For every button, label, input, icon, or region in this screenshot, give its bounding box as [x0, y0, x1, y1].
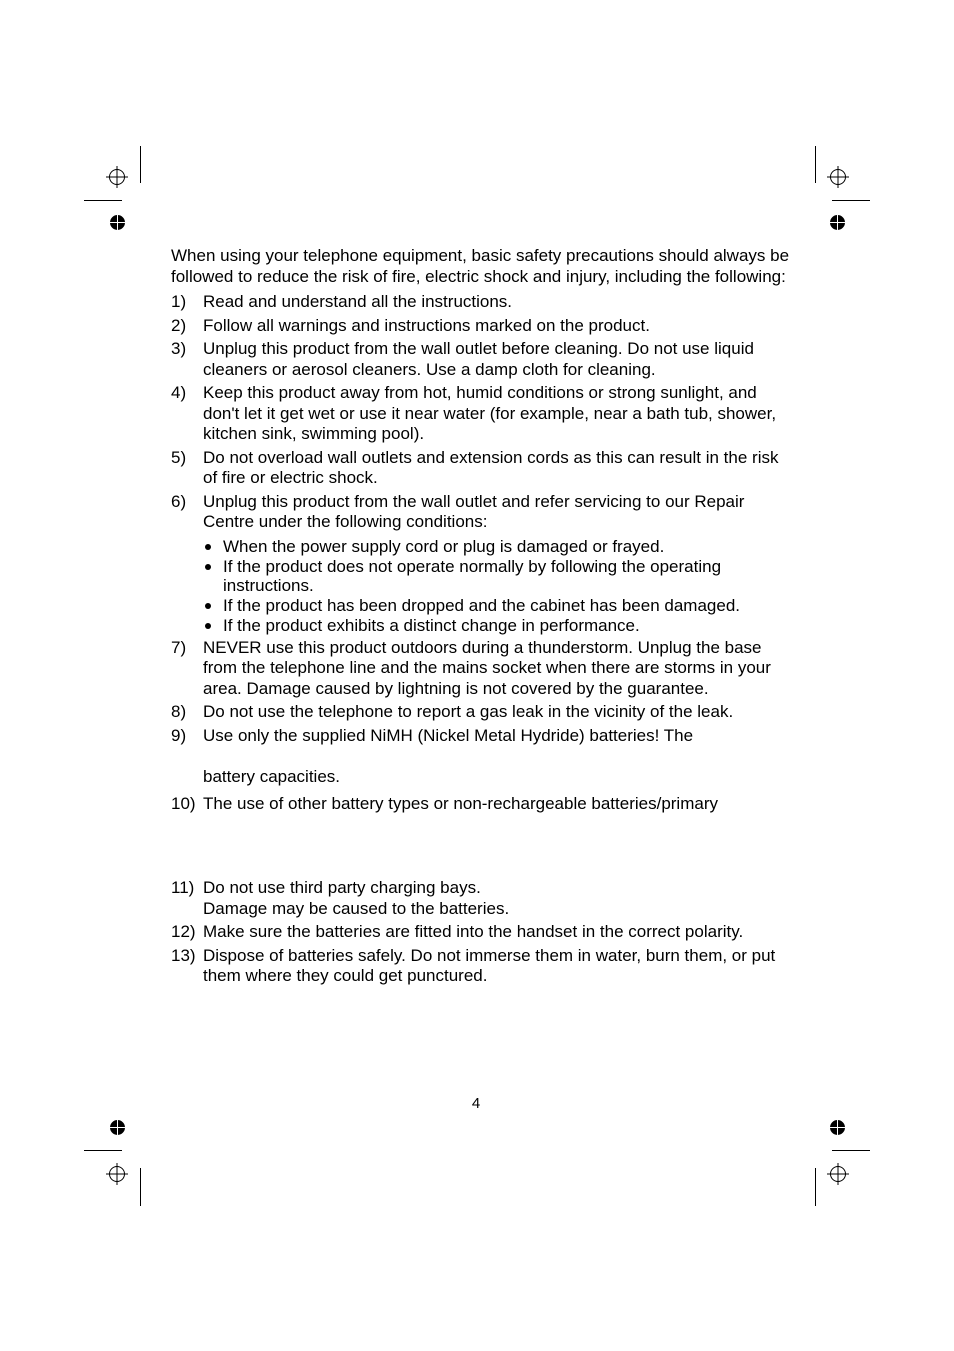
list-item: [171, 339, 791, 380]
registration-target-icon: [106, 1163, 128, 1185]
item-text: NEVER use this product outdoors during a thunderstorm. Unplug the base from the telephone line and the mains socket when there are storms in your area. Damage caused by lightning is not covered by the guarantee.: [203, 637, 771, 698]
intro-paragraph: When using your telephone equipment, basic safety precautions should always be followed to reduce the risk of fire, electric shock and injury, including the following:: [171, 246, 790, 286]
item-number: 4): [171, 383, 187, 402]
bullet-item: If the product has been dropped and the cabinet has been damaged.: [203, 596, 791, 615]
item-number: 2): [171, 315, 187, 335]
item-continuation: battery capacities.: [203, 767, 341, 786]
item-text: Use only the supplied NiMH (Nickel Metal Hydride) batteries! The: [203, 725, 694, 745]
list-item: [171, 448, 791, 489]
item-number: 3): [171, 339, 187, 358]
list-item: [171, 726, 791, 788]
item-text: Do not use the telephone to report a gas leak in the vicinity of the leak.: [203, 702, 734, 721]
item-text: Do not overload wall outlets and extension cords as this can result in the risk of fire or electric shock.: [203, 447, 779, 487]
bullet-item: When the power supply cord or plug is damaged or frayed.: [203, 537, 791, 556]
registration-dot-icon: [830, 215, 845, 230]
item-number: 9): [171, 725, 187, 745]
bullet-item: If the product exhibits a distinct change in performance.: [203, 616, 791, 635]
item-number: 6): [171, 491, 187, 511]
registration-target-icon: [106, 166, 128, 188]
list-item: [171, 946, 791, 987]
item-text: Do not use third party charging bays.: [203, 878, 481, 897]
item-number: 7): [171, 637, 187, 657]
registration-dot-icon: [110, 1120, 125, 1135]
list-item: [171, 492, 791, 635]
item-number: 8): [171, 702, 187, 721]
bullet-list: [203, 537, 791, 635]
safety-instructions: [171, 246, 791, 990]
item-text: Unplug this product from the wall outlet and refer servicing to our Repair Centre under the following conditions:: [203, 491, 745, 531]
list-item: [171, 292, 791, 313]
list-item: [171, 316, 791, 337]
list-item: [171, 922, 791, 943]
registration-target-icon: [827, 166, 849, 188]
list-item: [171, 878, 791, 919]
list-item: [171, 383, 791, 445]
item-text: Make sure the batteries are fitted into the handset in the correct polarity.: [203, 922, 744, 941]
item-second-line: Damage may be caused to the batteries.: [203, 898, 510, 918]
item-text: Dispose of batteries safely. Do not immerse them in water, burn them, or put them where they could get punctured.: [203, 945, 776, 985]
item-text: Unplug this product from the wall outlet before cleaning. Do not use liquid cleaners or aerosol cleaners. Use a damp cloth for cleaning.: [203, 339, 754, 379]
bullet-item: If the product does not operate normally by following the operating instructions.: [203, 557, 791, 595]
list-item: [171, 638, 791, 700]
item-text: Read and understand all the instructions.: [203, 292, 513, 311]
page-number: 4: [471, 1095, 481, 1112]
registration-dot-icon: [830, 1120, 845, 1135]
item-text: Keep this product away from hot, humid conditions or strong sunlight, and don't let it get wet or use it near water (for example, near a bath tub, shower, kitchen sink, swimming pool).: [203, 383, 777, 443]
list-item: [171, 702, 791, 723]
item-number: 1): [171, 292, 187, 311]
item-number: 11): [171, 878, 195, 897]
registration-target-icon: [827, 1163, 849, 1185]
item-number: 13): [171, 945, 196, 965]
item-number: 10): [171, 793, 196, 813]
registration-dot-icon: [110, 215, 125, 230]
item-text: The use of other battery types or non-rechargeable batteries/primary: [203, 793, 718, 813]
item-text: Follow all warnings and instructions marked on the product.: [203, 315, 650, 335]
item-number: 5): [171, 447, 187, 467]
item-number: 12): [171, 922, 196, 941]
list-item: [171, 794, 791, 815]
